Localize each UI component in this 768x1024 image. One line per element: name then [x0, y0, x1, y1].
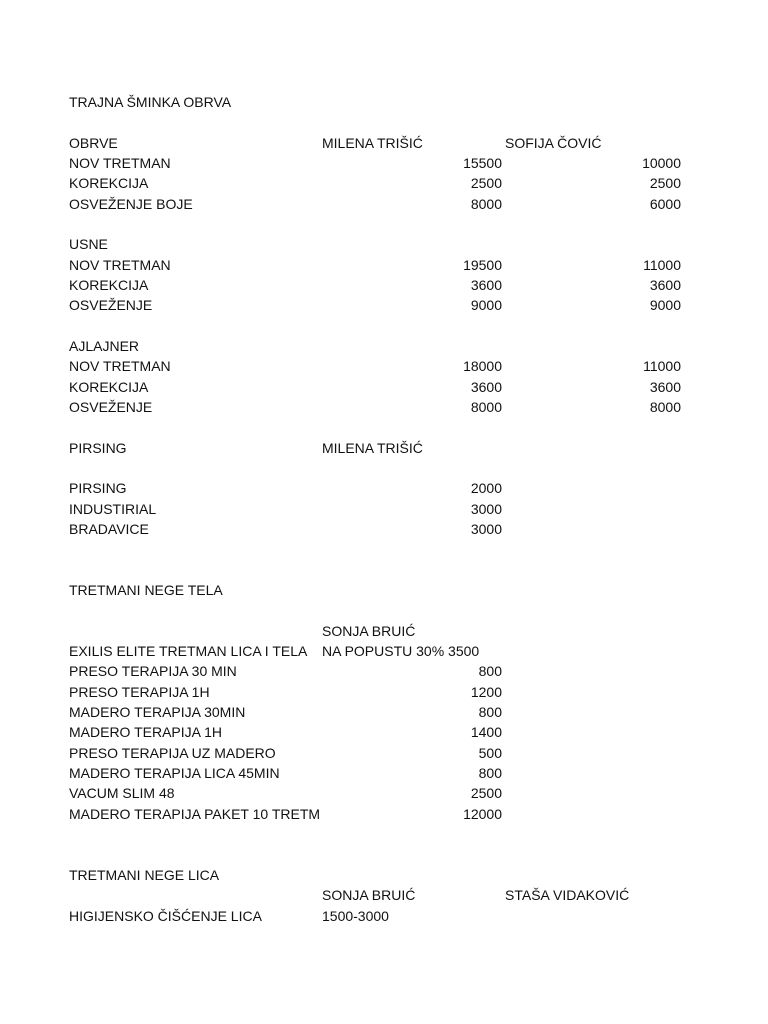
price-row [0, 275, 768, 295]
treatment-name: VACUM SLIM 48 [69, 785, 175, 801]
section-title: TRETMANI NEGE TELA [69, 582, 223, 598]
price-row [0, 377, 768, 397]
treatment-name: KOREKCIJA [69, 175, 149, 191]
treatment-name: MADERO TERAPIJA PAKET 10 TRETM [69, 806, 321, 822]
treatment-name: PIRSING [69, 480, 127, 496]
price-value: 3000 [470, 521, 502, 537]
treatment-name: OSVEŽENJE [69, 297, 153, 313]
section-header-ajlajner [0, 336, 768, 356]
treatment-name: KOREKCIJA [69, 379, 149, 395]
treatment-name: INDUSTIRIAL [69, 501, 157, 517]
staff-row [0, 885, 768, 905]
treatment-name: EXILIS ELITE TRETMAN LICA I TELA [69, 643, 308, 659]
price-row [0, 682, 768, 702]
discount-note: NA POPUSTU 30% 3500 [322, 643, 480, 659]
price-value: 800 [478, 765, 502, 781]
price-value: 8000 [470, 399, 502, 415]
section-title: TRETMANI NEGE LICA [69, 867, 220, 883]
price-row [0, 255, 768, 275]
price-value: 3600 [649, 379, 681, 395]
price-row [0, 194, 768, 214]
section-title-tela [0, 580, 768, 600]
price-row [0, 804, 768, 824]
treatment-name: KOREKCIJA [69, 277, 149, 293]
treatment-name: BRADAVICE [69, 521, 149, 537]
price-value: 1200 [470, 684, 502, 700]
section-title-lica [0, 865, 768, 885]
price-value: 8000 [649, 399, 681, 415]
price-row [0, 906, 768, 926]
price-row [0, 743, 768, 763]
price-value: 3600 [649, 277, 681, 293]
section-title: USNE [69, 236, 108, 252]
section-header-usne [0, 234, 768, 254]
page-title: TRAJNA ŠMINKA OBRVA [69, 94, 232, 110]
page-title-row [0, 92, 768, 112]
price-value: 2000 [470, 480, 502, 496]
price-value: 500 [478, 745, 502, 761]
price-row [0, 356, 768, 376]
price-value: 800 [478, 704, 502, 720]
price-value: 15500 [463, 155, 502, 171]
price-value: 2500 [470, 785, 502, 801]
staff-name: SONJA BRUIĆ [322, 623, 416, 639]
staff-name: MILENA TRIŠIĆ [322, 135, 423, 151]
price-value: 2500 [470, 175, 502, 191]
staff-name: SOFIJA ČOVIĆ [505, 135, 602, 151]
price-value: 11000 [643, 358, 681, 374]
section-title: PIRSING [69, 440, 127, 456]
price-value: 2500 [649, 175, 681, 191]
price-range: 1500-3000 [322, 908, 389, 924]
price-value: 3000 [470, 501, 502, 517]
price-row [0, 661, 768, 681]
treatment-name: OSVEŽENJE [69, 399, 153, 415]
price-value: 800 [478, 663, 502, 679]
price-value: 3600 [470, 277, 502, 293]
price-value: 12000 [463, 806, 502, 822]
price-value: 1400 [470, 724, 502, 740]
section-title: OBRVE [69, 135, 118, 151]
price-value: 6000 [649, 196, 681, 212]
treatment-name: OSVEŽENJE BOJE [69, 196, 193, 212]
price-value: 8000 [470, 196, 502, 212]
price-row [0, 153, 768, 173]
treatment-name: MADERO TERAPIJA LICA 45MIN [69, 765, 280, 781]
treatment-name: NOV TRETMAN [69, 257, 171, 273]
price-row [0, 499, 768, 519]
price-row [0, 295, 768, 315]
price-row [0, 783, 768, 803]
price-row [0, 478, 768, 498]
price-row [0, 702, 768, 722]
staff-name: SONJA BRUIĆ [322, 887, 416, 903]
treatment-name: HIGIJENSKO ČIŠĆENJE LICA [69, 908, 262, 924]
staff-name: STAŠA VIDAKOVIĆ [505, 887, 630, 903]
price-value: 9000 [470, 297, 502, 313]
treatment-name: MADERO TERAPIJA 1H [69, 724, 223, 740]
price-row [0, 519, 768, 539]
treatment-name: PRESO TERAPIJA 1H [69, 684, 210, 700]
price-value: 19500 [463, 257, 502, 273]
price-value: 10000 [642, 155, 681, 171]
staff-row [0, 621, 768, 641]
treatment-name: PRESO TERAPIJA 30 MIN [69, 663, 237, 679]
price-row [0, 763, 768, 783]
price-value: 11000 [643, 257, 681, 273]
price-row [0, 722, 768, 742]
section-header-obrve [0, 133, 768, 153]
treatment-name: PRESO TERAPIJA UZ MADERO [69, 745, 276, 761]
price-value: 9000 [649, 297, 681, 313]
staff-name: MILENA TRIŠIĆ [322, 440, 423, 456]
treatment-name: NOV TRETMAN [69, 358, 171, 374]
price-row [0, 173, 768, 193]
section-title: AJLAJNER [69, 338, 140, 354]
treatment-name: NOV TRETMAN [69, 155, 171, 171]
price-value: 18000 [463, 358, 502, 374]
price-value: 3600 [470, 379, 502, 395]
section-header-pirsing [0, 438, 768, 458]
treatment-name: MADERO TERAPIJA 30MIN [69, 704, 246, 720]
price-row [0, 397, 768, 417]
price-row [0, 641, 768, 661]
